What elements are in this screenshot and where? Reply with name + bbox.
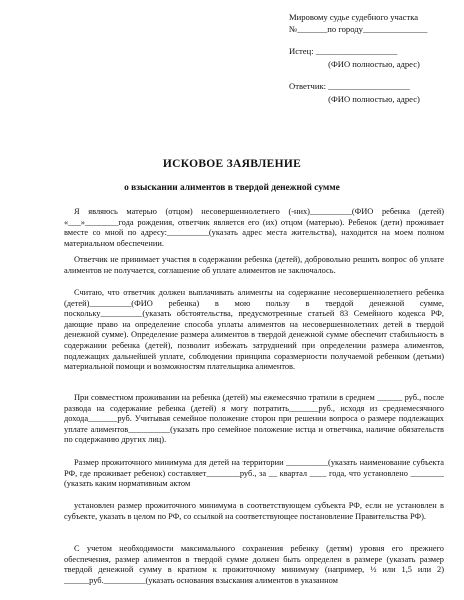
- plaintiff-line: Истец: ___________________: [289, 46, 398, 56]
- document-title: ИСКОВОЕ ЗАЯВЛЕНИЕ: [162, 158, 302, 170]
- document-subtitle: о взыскании алиментов в твердой денежной сумме: [124, 183, 340, 193]
- addressee-line: Мировому судье судебного участка: [289, 12, 419, 22]
- plaintiff-hint: (ФИО полностью, адрес): [328, 59, 420, 69]
- defendant-line: Ответчик: ___________________: [289, 81, 410, 91]
- paragraph-1: Я являюсь матерью (отцом) несовершеннолетнего (-них)__________(ФИО ребенка (детей) «___»________года рождения, ответчик является его (их) отцом (матерью). Ребенок (дети) проживает вместе со мной по адресу:__________(указать адрес места жительства), находится на моем полном материальном обеспечении.: [64, 207, 444, 248]
- paragraph-6: установлен размер прожиточного минимума в соответствующем субъекта РФ, если не установлен в субъекте, указать в целом по РФ, со ссылкой на соответствующее постановление Правительства РФ).: [64, 501, 444, 521]
- defendant-hint: (ФИО полностью, адрес): [328, 94, 420, 104]
- paragraph-4: При совместном проживании на ребенка (детей) мы ежемесячно тратили в среднем ______ руб., после развода на содержание ребенка (детей) я могу потратить_______руб., исходя из среднемесячного дохода_______руб. Учитывая семейное положение сторон при решении вопроса о размере подлежащих уплате алиментов__________(указать про семейное положение истца и ответчика, наличие обязательств по содержанию других лиц).: [64, 393, 444, 445]
- court-number-line: №_______по городу_______________: [289, 24, 428, 34]
- paragraph-7: С учетом необходимости максимального сохранения ребенку (детям) уровня его прежнего обеспечения, размер алиментов в твердой сумме должен быть определен в размере (указать размер твердой денежной сумму в кратном к прожиточному минимуму (например, ½ или 1,5 или 2) ______руб.__________(указать основания взыскания алиментов в указанном: [64, 544, 444, 585]
- paragraph-3: Считаю, что ответчик должен выплачивать алименты на содержание несовершеннолетнего ребенка (детей)__________(ФИО ребенка) в мою пользу в твердой денежной сумме, поскольку__________(указать обстоятельства, предусмотренные статьей 83 Семейного кодекса РФ, дающие право на определение способа уплаты алиментов на несовершеннолетних детей в твердой денежной сумме). Определение размера алиментов в твердой денежной сумме обеспечит стабильность в содержании ребенка (детей), позволит избежать затруднений при определении размера алиментов, подлежащих дальнейшей уплате, соблюдении принципа соразмерности получаемой ребенком (детьми) материальной помощи и возможностям плательщика алиментов.: [64, 288, 444, 372]
- paragraph-2: Ответчик не принимает участия в содержании ребенка (детей), добровольно решить вопрос об уплате алиментов не получается, соглашение об уплате алиментов не заключалось.: [64, 255, 444, 275]
- paragraph-5: Размер прожиточного минимума для детей на территории __________(указать наименование субъекта РФ, где проживает ребенок) составляет________руб., за __ квартал ____ года, что установлено ________ (указать каким нормативным актом: [64, 458, 444, 489]
